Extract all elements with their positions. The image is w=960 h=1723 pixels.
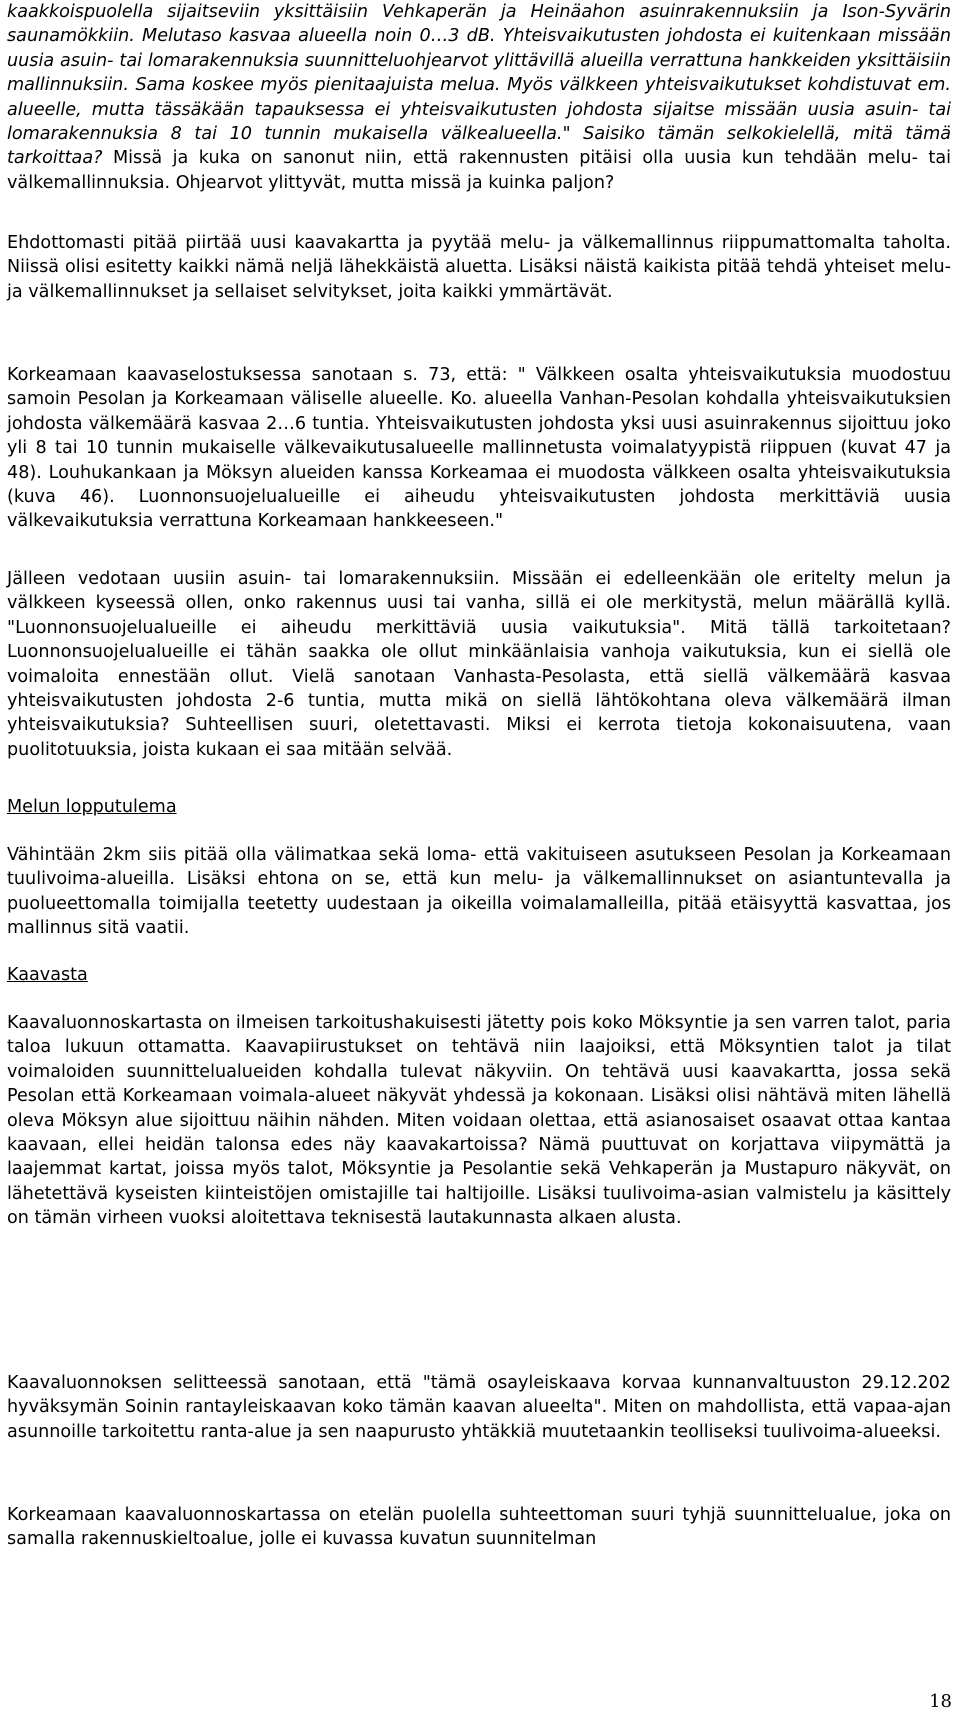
heading-melun-lopputulema [7,795,951,819]
paragraph-3 [7,363,951,534]
heading-kaavasta [7,963,951,987]
paragraph-6 [7,1011,951,1231]
paragraph-7 [7,1371,951,1444]
paragraph-4 [7,567,951,762]
paragraph-5-text: Vähintään 2km siis pitää olla välimatkaa sekä loma- että vakituiseen asutukseen Pesolan ja Korkeamaan tuulivoima-alueilla. Lisäksi ehtona on se, että kun melu- ja välkemallinnukset on asiantuntevalla ja puolueettomalla toimijalla teetetty uudestaan ja oikeilla voimalamalleilla, pitää etäisyyttä kasvattaa, jos mallinnus sitä vaatii. [7,845,951,939]
section-heading: Kaavasta [7,965,88,985]
paragraph-4-text: Jälleen vedotaan uusiin asuin- tai lomarakennuksiin. Missään ei edelleenkään ole eritelty melun ja välkkeen kyseessä ollen, onko rakennus uusi tai vanha, sillä ei ole merkitystä, melun määrällä kyllä. "Luonnonsuojelualueille ei aiheudu merkittäviä uusia vaikutuksia". Mitä tällä tarkoitetaan? Luonnonsuojelualueille ei tähän saakka ole ollut minkäänlaisia vanhoja vaikutuksia, kun ei siellä ole voimaloita ennestään ollut. Vielä sanotaan Vanhasta-Pesolasta, että siellä välkemäärä kasvaa yhteisvaikutusten johdosta 2-6 tuntia, mutta mikä on siellä lähtökohtana oleva välkemäärä ilman yhteisvaikutuksia? Suhteellisen suuri, oletettavasti. Miksi ei kerrota tietoja kokonaisuutena, vaan puolitotuuksia, joista kukaan ei saa mitään selvää. [7,569,951,760]
paragraph-7-text: Kaavaluonnoksen selitteessä sanotaan, että "tämä osayleiskaava korvaa kunnanvaltuuston 29.12.202 hyväksymän Soinin rantayleiskaavan koko tämän kaavan alueelta". Miten on mahdollista, että vapaa-ajan asunnoille tarkoitettu ranta-alue ja sen naapurusto yhtäkkiä muutetaankin teolliseksi tuulivoima-alueeksi. [7,1373,951,1442]
paragraph-8 [7,1503,951,1552]
paragraph-2 [7,231,951,304]
paragraph-3-text: Korkeamaan kaavaselostuksessa sanotaan s. 73, että: " Välkkeen osalta yhteisvaikutuksia muodostuu samoin Pesolan ja Korkeamaan väliselle alueelle. Ko. alueella Vanhan-Pesolan kohdalla yhteisvaikutuksien johdosta välkemäärä kasvaa 2…6 tuntia. Yhteisvaikutusten johdosta yksi uusi asuinrakennus sijoittuu joko yli 8 tai 10 tunnin mukaiselle välkevaikutusalueelle mallinnetusta voimalatyypistä riippuen (kuvat 47 ja 48). Louhukankaan ja Möksyn alueiden kanssa Korkeamaa ei muodosta välkkeen osalta yhteisvaikutuksia (kuva 46). Luonnonsuojelualueille ei aiheudu yhteisvaikutusten johdosta merkittäviä uusia välkevaikutuksia verrattuna Korkeamaan hankkeeseen." [7,365,951,532]
paragraph-1-comment: Missä ja kuka on sanonut niin, että rakennusten pitäisi olla uusia kun tehdään melu- tai välkemallinnuksia. Ohjearvot ylittyvät, mutta missä ja kuinka paljon? [7,148,951,193]
paragraph-5 [7,843,951,941]
paragraph-8-text: Korkeamaan kaavaluonnoskartassa on etelän puolella suhteettoman suuri tyhjä suunnittelualue, joka on samalla rakennuskieltoalue, jolle ei kuvassa kuvatun suunnitelman [7,1505,951,1550]
paragraph-2-text: Ehdottomasti pitää piirtää uusi kaavakartta ja pyytää melu- ja välkemallinnus riippumattomalta taholta. Niissä olisi esitetty kaikki nämä neljä lähekkäistä aluetta. Lisäksi näistä kaikista pitää tehdä yhteiset melu- ja välkemallinnukset ja sellaiset selvitykset, joita kaikki ymmärtävät. [7,233,951,302]
paragraph-6-text: Kaavaluonnoskartasta on ilmeisen tarkoitushakuisesti jätetty pois koko Möksyntie ja sen varren talot, paria taloa lukuun ottamatta. Kaavapiirustukset on tehtävä niin laajoiksi, että Möksyntien talot ja tilat voimaloiden suunnittelualueiden kohdalla tulevat näkyviin. On tehtävä uusi kaavakartta, jossa sekä Pesolan että Korkeamaan voimala-alueet näkyvät yhdessä ja kokonaan. Lisäksi olisi nähtävä miten lähellä oleva Möksyn alue sijoittuu näihin nähden. Miten voidaan olettaa, että asianosaiset osaavat ottaa kantaa kaavaan, ellei heidän talonsa edes näy kaavakartoissa? Nämä puuttuvat on korjattava viipymättä ja laajemmat kartat, joissa myös talot, Möksyntie ja Pesolantie sekä Vehkaperän ja Mustapuro näkyvät, on lähetettävä kyseisten kiinteistöjen omistajille tai haltijoille. Lisäksi tuulivoima-asian valmistelu ja käsittely on tämän virheen vuoksi aloitettava teknisestä lautakunnasta alkaen alusta. [7,1013,951,1229]
section-heading: Melun lopputulema [7,797,177,817]
paragraph-1 [7,0,951,195]
page-number: 18 [929,1691,952,1712]
quoted-text-italic: kaakkoispuolella sijaitseviin yksittäisiin Vehkaperän ja Heinäahon asuinrakennuksiin ja Ison-Syvärin saunamökkiin. Melutaso kasvaa alueella noin 0…3 dB. Yhteisvaikutusten johdosta ei kuitenkaan missään uusia asuin- tai lomarakennuksia suunnitteluohjearvot ylittävillä alueilla verrattuna hankkeiden yksittäisiin mallinnuksiin. Sama koskee myös pienitaajuista melua. Myös välkkeen yhteisvaikutukset kohdistuvat em. alueelle, mutta tässäkään tapauksessa ei yhteisvaikutusten johdosta sijaitse missään uusia asuin- tai lomarakennuksia 8 tai 10 tunnin mukaisella välkealueella." Saisiko tämän selkokielellä, mitä tämä tarkoittaa? [7,2,951,169]
